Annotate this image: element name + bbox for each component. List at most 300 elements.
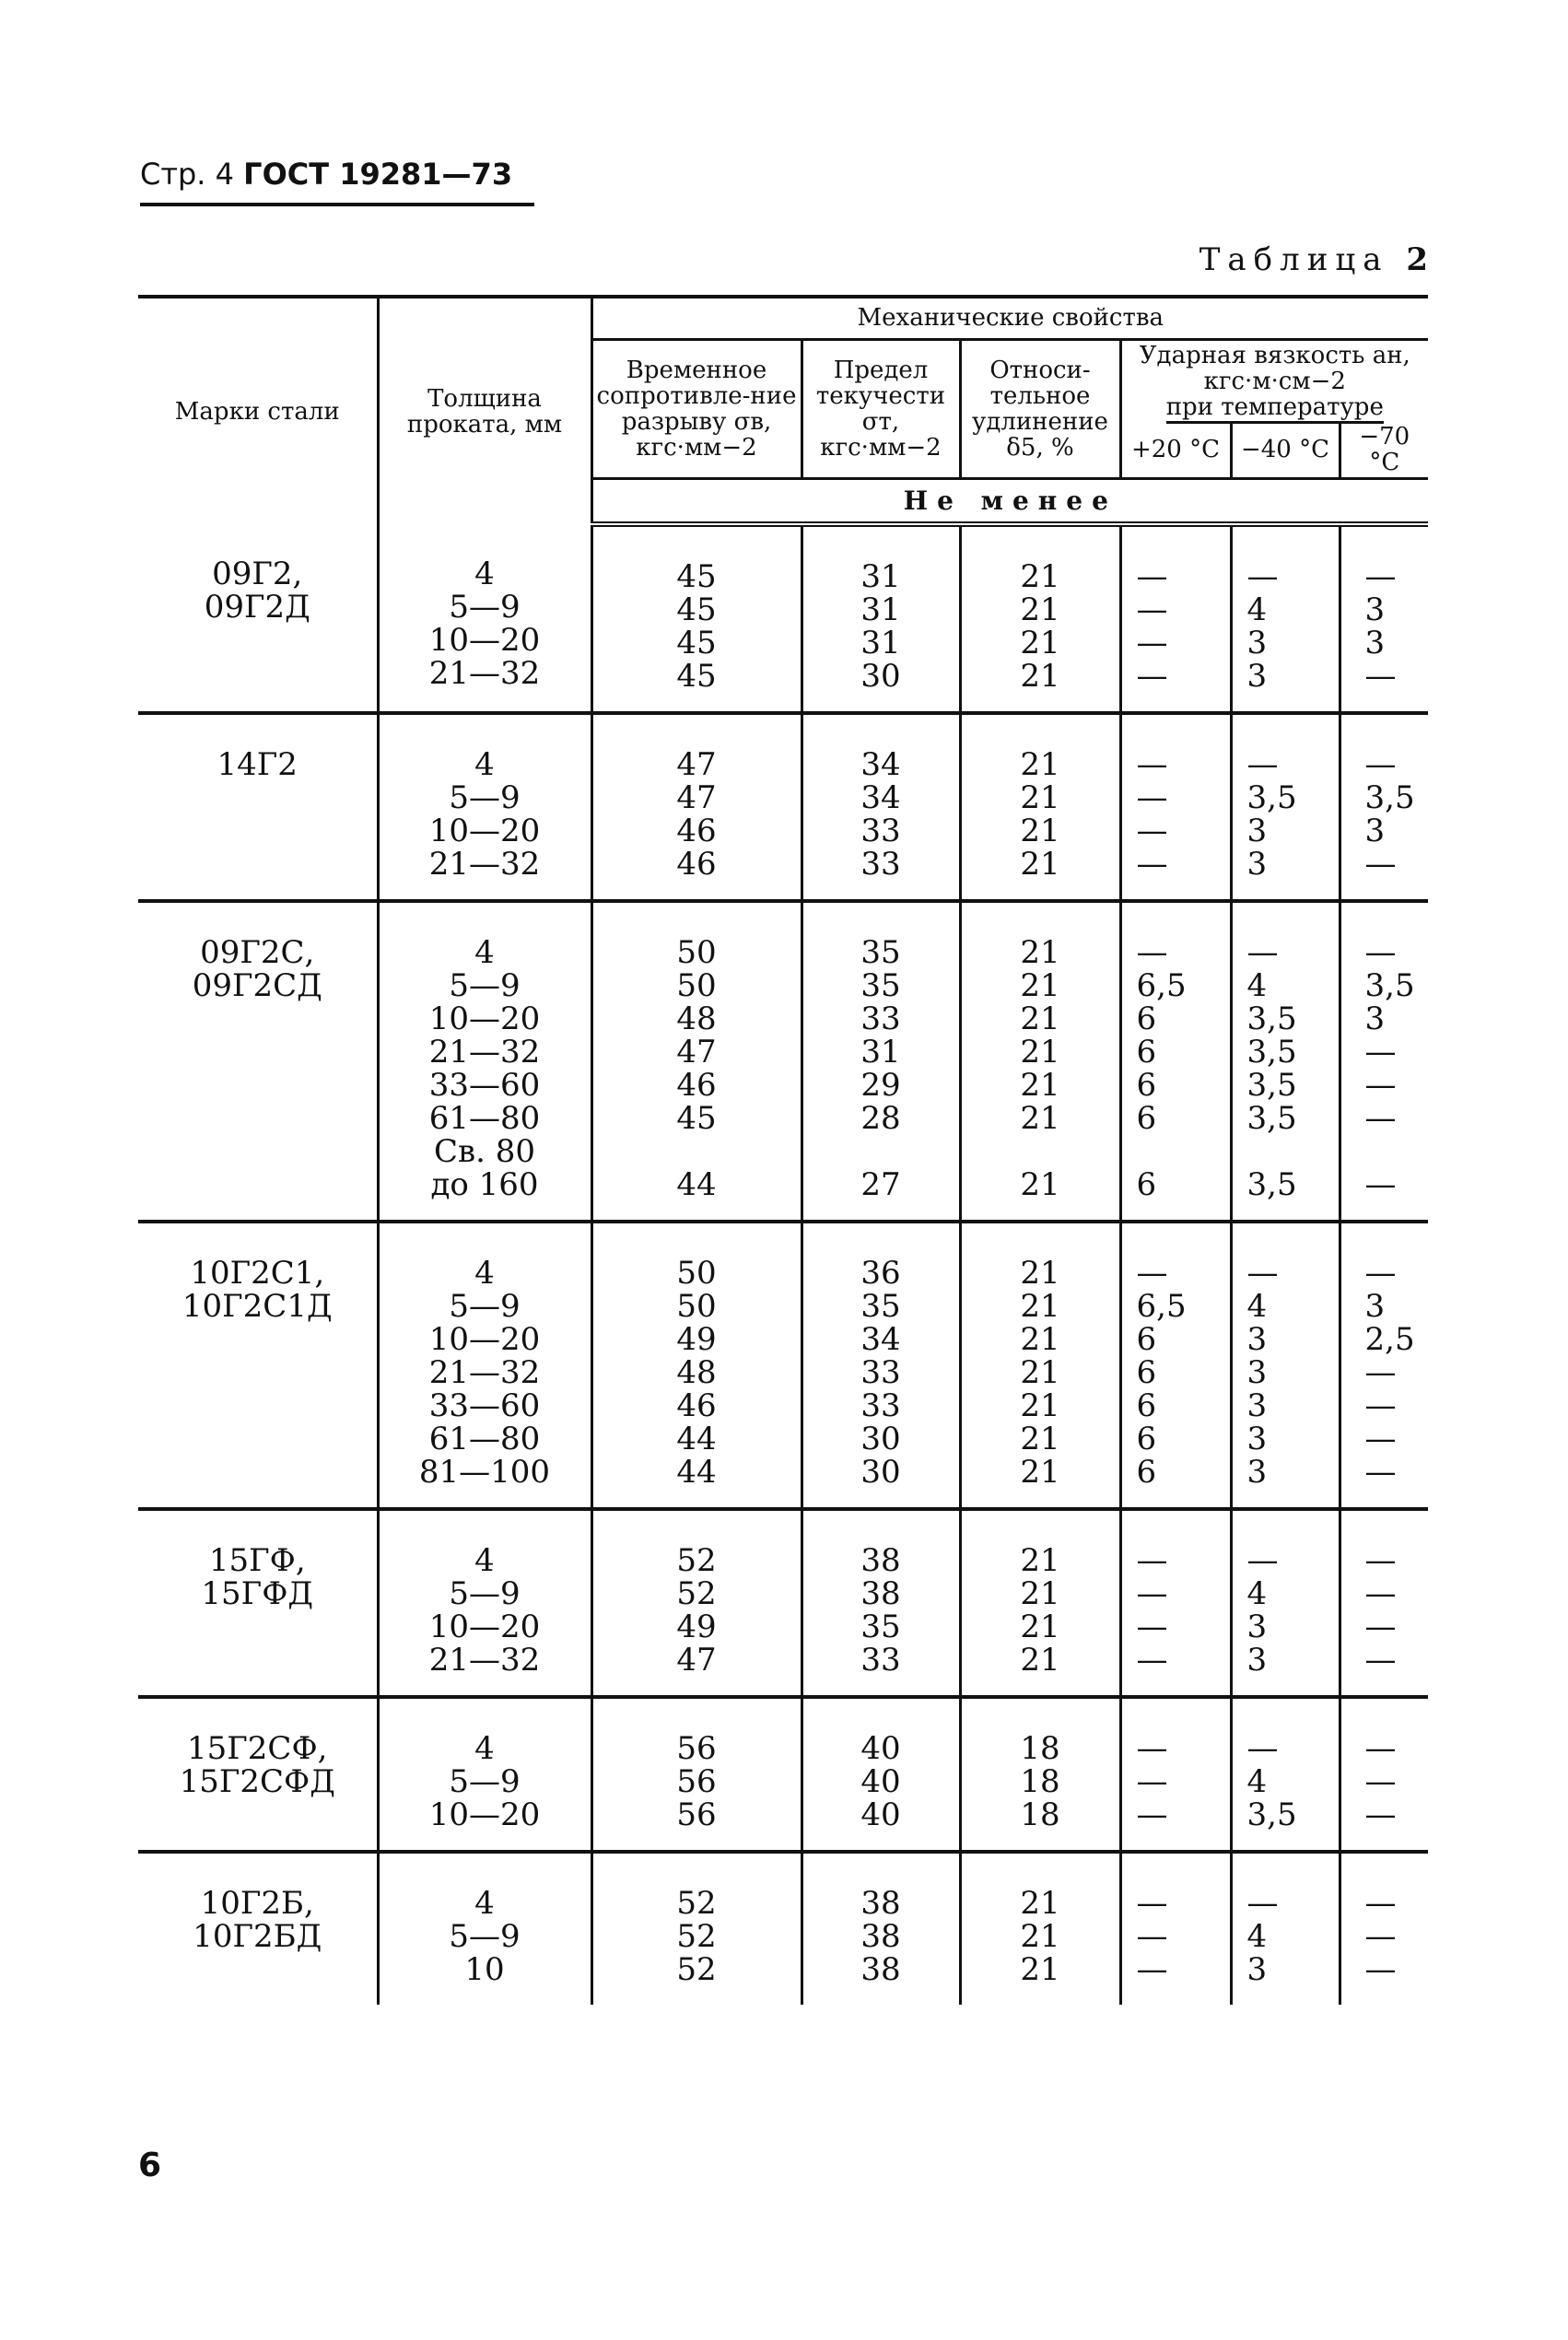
elongation-value: 21 xyxy=(1020,1885,1060,1923)
page-header xyxy=(140,157,512,192)
elongation-value: 21 xyxy=(1020,1642,1060,1679)
impact-70-value: — xyxy=(1364,1796,1397,1834)
impact-70-value: — xyxy=(1364,1255,1397,1293)
thickness-value: 4 xyxy=(474,1730,495,1768)
impact-70-value: 3 xyxy=(1364,1000,1386,1038)
elongation-value: 18 xyxy=(1020,1730,1060,1768)
impact-20-value: — xyxy=(1136,1885,1168,1923)
tensile-cell xyxy=(591,1222,802,1509)
grade-value: 09Г2Д xyxy=(204,589,310,626)
tensile-value xyxy=(593,1135,801,1168)
thickness-value: 10—20 xyxy=(428,1321,541,1359)
tensile-value: 56 xyxy=(676,1763,717,1801)
impact-70-value: — xyxy=(1364,1067,1397,1105)
impact-70-value: — xyxy=(1364,1642,1397,1679)
table-row xyxy=(138,1852,1428,2005)
tensile-value: 48 xyxy=(676,1354,717,1392)
yield-cell xyxy=(802,1509,960,1697)
impact-70-value: — xyxy=(1364,1951,1397,1989)
yield-value: 33 xyxy=(860,1642,901,1679)
yield-value: 38 xyxy=(860,1951,901,1989)
impact-40-value: 3,5 xyxy=(1246,1100,1297,1138)
thickness-value: 21—32 xyxy=(428,1034,541,1071)
impact-20-value: 6 xyxy=(1136,1354,1157,1392)
impact-40-value: 4 xyxy=(1246,1288,1268,1326)
impact-70-value: — xyxy=(1364,1166,1397,1204)
tensile-value: 49 xyxy=(676,1321,717,1359)
impact-70-value xyxy=(1341,1135,1429,1168)
elongation-value: 21 xyxy=(1020,1421,1060,1458)
thickness-value: 21—32 xyxy=(428,1642,541,1679)
impact-40-value: 3 xyxy=(1246,1642,1268,1679)
impact-70-value: 3 xyxy=(1364,625,1386,662)
impact-20-value: — xyxy=(1136,1763,1168,1801)
standard-code: ГОСТ 19281—73 xyxy=(243,157,513,192)
impact-40-value: 3,5 xyxy=(1246,1166,1297,1204)
elongation-value: 21 xyxy=(1020,1609,1060,1646)
tensile-cell xyxy=(591,1509,802,1697)
impact-40-value: 3 xyxy=(1246,1387,1268,1425)
table-row xyxy=(138,1222,1428,1509)
elongation-cell xyxy=(960,524,1120,713)
yield-value: 29 xyxy=(860,1067,901,1105)
impact-20-value: — xyxy=(1136,813,1168,850)
impact-70-value: — xyxy=(1364,658,1397,696)
elongation-value: 21 xyxy=(1020,746,1060,784)
tensile-value: 56 xyxy=(676,1730,717,1768)
impact-40-value: 3 xyxy=(1246,1951,1268,1989)
thickness-value: 10 xyxy=(464,1951,505,1989)
grade-value: 09Г2СД xyxy=(192,967,322,1005)
col-yield-header: Предел текучести σт, кгс·мм−2 xyxy=(802,339,960,478)
thickness-value: 21—32 xyxy=(428,1354,541,1392)
impact-20-value: — xyxy=(1136,1951,1168,1989)
impact-40-value: 3,5 xyxy=(1246,1067,1297,1105)
properties-table xyxy=(138,295,1428,2005)
col-elong-header: Относи-тельное удлинение δ5, % xyxy=(960,339,1120,478)
tensile-value: 44 xyxy=(676,1421,717,1458)
impact-20-value: — xyxy=(1136,846,1168,883)
impact-70-value: 3,5 xyxy=(1364,967,1415,1005)
thickness-value: 5—9 xyxy=(449,1763,521,1801)
grade-value: 14Г2 xyxy=(216,746,298,784)
elongation-value: 21 xyxy=(1020,1542,1060,1580)
thickness-value: 33—60 xyxy=(428,1067,541,1105)
impact-40-value: 3 xyxy=(1246,658,1268,696)
thickness-cell xyxy=(378,1509,591,1697)
impact-40-value: — xyxy=(1246,746,1279,784)
thickness-cell xyxy=(378,901,591,1222)
grade-value: 15ГФ, xyxy=(208,1542,306,1580)
thickness-value: 5—9 xyxy=(449,1575,521,1613)
col-grade-header: Марки стали xyxy=(138,297,378,524)
impact-20-value: 6 xyxy=(1136,1321,1157,1359)
impact-40-value: 3,5 xyxy=(1246,1000,1297,1038)
impact-70-value: — xyxy=(1364,1387,1397,1425)
yield-cell xyxy=(802,713,960,901)
thickness-value: 33—60 xyxy=(428,1387,541,1425)
impact-40-value: 4 xyxy=(1246,591,1268,629)
elongation-cell xyxy=(960,1222,1120,1509)
elongation-cell xyxy=(960,1852,1120,2005)
yield-cell xyxy=(802,1697,960,1852)
yield-value: 40 xyxy=(860,1730,901,1768)
yield-value: 31 xyxy=(860,591,901,629)
impact-40-value: 3 xyxy=(1246,846,1268,883)
thickness-value: до 160 xyxy=(430,1166,539,1204)
col-impact-header xyxy=(1120,339,1428,422)
impact-70-value: — xyxy=(1364,1421,1397,1458)
impact-20-value: 6,5 xyxy=(1136,967,1187,1005)
tensile-value: 45 xyxy=(676,558,717,596)
impact-20-value: — xyxy=(1136,1609,1168,1646)
impact-70-cell xyxy=(1340,1509,1428,1697)
yield-value: 38 xyxy=(860,1885,901,1923)
impact-70-value: — xyxy=(1364,846,1397,883)
impact-70-value: — xyxy=(1364,1542,1397,1580)
not-less-note: Не менее xyxy=(591,478,1428,524)
impact-70-value: — xyxy=(1364,1575,1397,1613)
impact-40-value: 4 xyxy=(1246,1918,1268,1956)
yield-value: 30 xyxy=(860,1454,901,1492)
elongation-value: 21 xyxy=(1020,779,1060,817)
yield-value: 30 xyxy=(860,658,901,696)
elongation-value: 21 xyxy=(1020,1000,1060,1038)
impact-40-value: 3 xyxy=(1246,813,1268,850)
impact-70-value: — xyxy=(1364,1763,1397,1801)
grade-cell xyxy=(138,1852,378,2005)
yield-value: 35 xyxy=(860,967,901,1005)
tensile-value: 52 xyxy=(676,1951,717,1989)
thickness-cell xyxy=(378,1222,591,1509)
elongation-cell xyxy=(960,713,1120,901)
elongation-value: 21 xyxy=(1020,934,1060,972)
impact-70-value: — xyxy=(1364,1100,1397,1138)
tensile-value: 50 xyxy=(676,934,717,972)
impact-70-value: — xyxy=(1364,1454,1397,1492)
impact-20-value: — xyxy=(1136,591,1168,629)
page-number: 6 xyxy=(138,2147,162,2184)
impact-70-value: 3 xyxy=(1364,813,1386,850)
impact-40-value: — xyxy=(1246,558,1279,596)
impact-40-cell xyxy=(1231,524,1340,713)
grade-value: 09Г2С, xyxy=(200,934,315,972)
grade-cell xyxy=(138,1509,378,1697)
impact-20-value: — xyxy=(1136,779,1168,817)
impact-40-value: 4 xyxy=(1246,967,1268,1005)
impact-70-value: 3,5 xyxy=(1364,779,1415,817)
impact-70-cell xyxy=(1340,1222,1428,1509)
yield-value: 34 xyxy=(860,746,901,784)
thickness-value: 10—20 xyxy=(428,1000,541,1038)
grade-value: 10Г2С1Д xyxy=(181,1288,333,1326)
impact-20-value: — xyxy=(1136,746,1168,784)
yield-value: 31 xyxy=(860,625,901,662)
tensile-value: 46 xyxy=(676,813,717,850)
table-row xyxy=(138,524,1428,713)
thickness-cell xyxy=(378,713,591,901)
impact-40-value: 4 xyxy=(1246,1763,1268,1801)
thickness-value: 5—9 xyxy=(449,589,521,626)
yield-value: 33 xyxy=(860,1354,901,1392)
impact-20-value: — xyxy=(1136,1642,1168,1679)
elongation-value: 21 xyxy=(1020,1255,1060,1293)
impact-20-value: — xyxy=(1136,934,1168,972)
impact-20-cell xyxy=(1120,1697,1231,1852)
impact-40-value: 3,5 xyxy=(1246,1034,1297,1071)
impact-40-value: 3 xyxy=(1246,1609,1268,1646)
table-body xyxy=(138,524,1428,2005)
col-thickness-header: Толщина проката, мм xyxy=(378,297,591,524)
impact-40-value: — xyxy=(1246,1255,1279,1293)
impact-20-value: — xyxy=(1136,1575,1168,1613)
tensile-value: 52 xyxy=(676,1885,717,1923)
grade-value: 10Г2С1, xyxy=(190,1255,325,1293)
thickness-value: 81—100 xyxy=(418,1454,551,1492)
table-row xyxy=(138,901,1428,1222)
table-caption xyxy=(1199,241,1428,278)
elongation-value: 21 xyxy=(1020,1034,1060,1071)
tensile-value: 44 xyxy=(676,1166,717,1204)
impact-40-cell xyxy=(1231,1697,1340,1852)
yield-value: 38 xyxy=(860,1575,901,1613)
elongation-value: 21 xyxy=(1020,1454,1060,1492)
elongation-value: 21 xyxy=(1020,1387,1060,1425)
thickness-value: 10—20 xyxy=(428,813,541,850)
yield-value: 33 xyxy=(860,813,901,850)
impact-70-value: — xyxy=(1364,1885,1397,1923)
thickness-value: 5—9 xyxy=(449,779,521,817)
thickness-value: 5—9 xyxy=(449,1918,521,1956)
tensile-value: 52 xyxy=(676,1575,717,1613)
elongation-value: 21 xyxy=(1020,1575,1060,1613)
impact-20-value: 6 xyxy=(1136,1387,1157,1425)
tensile-cell xyxy=(591,524,802,713)
yield-value: 27 xyxy=(860,1166,901,1204)
impact-20-value: 6,5 xyxy=(1136,1288,1187,1326)
yield-value: 33 xyxy=(860,1387,901,1425)
impact-70-value: 3 xyxy=(1364,591,1386,629)
thickness-value: 21—32 xyxy=(428,655,541,693)
impact-70-value: — xyxy=(1364,746,1397,784)
impact-20-cell xyxy=(1120,1852,1231,2005)
thickness-value: 21—32 xyxy=(428,846,541,883)
grade-cell xyxy=(138,713,378,901)
tensile-value: 50 xyxy=(676,1288,717,1326)
yield-value: 36 xyxy=(860,1255,901,1293)
yield-value: 31 xyxy=(860,558,901,596)
impact-40-value: 3 xyxy=(1246,1354,1268,1392)
impact-70-cell xyxy=(1340,1697,1428,1852)
grade-cell xyxy=(138,1697,378,1852)
impact-40-value: 3,5 xyxy=(1246,1796,1297,1834)
impact-70-value: — xyxy=(1364,934,1397,972)
tensile-value: 56 xyxy=(676,1796,717,1834)
thickness-value: 10—20 xyxy=(428,622,541,660)
table-row xyxy=(138,1509,1428,1697)
thickness-value: 10—20 xyxy=(428,1796,541,1834)
thickness-cell xyxy=(378,524,591,713)
thickness-value: 4 xyxy=(474,746,495,784)
tensile-value: 45 xyxy=(676,625,717,662)
grade-cell xyxy=(138,1222,378,1509)
table-row xyxy=(138,1697,1428,1852)
yield-value: 28 xyxy=(860,1100,901,1138)
grade-value: 15ГФД xyxy=(201,1575,314,1613)
impact-20-value: — xyxy=(1136,1255,1168,1293)
impact-70-value: — xyxy=(1364,1730,1397,1768)
yield-cell xyxy=(802,1852,960,2005)
grade-value: 10Г2Б, xyxy=(200,1885,314,1923)
impact-40-value: — xyxy=(1246,1730,1279,1768)
impact-20-cell xyxy=(1120,713,1231,901)
yield-value: 40 xyxy=(860,1763,901,1801)
thickness-value: 4 xyxy=(474,934,495,972)
impact-subtitle: при температуре xyxy=(1166,393,1384,424)
elongation-value: 21 xyxy=(1020,1100,1060,1138)
impact-20-value: 6 xyxy=(1136,1034,1157,1071)
yield-value: 33 xyxy=(860,1000,901,1038)
impact-20-cell xyxy=(1120,1509,1231,1697)
impact-40-value xyxy=(1233,1135,1339,1168)
table-caption-number: 2 xyxy=(1406,241,1428,278)
impact-70-cell xyxy=(1340,1852,1428,2005)
elongation-value: 21 xyxy=(1020,1067,1060,1105)
impact-40-cell xyxy=(1231,713,1340,901)
elongation-value: 21 xyxy=(1020,591,1060,629)
impact-70-value: 3 xyxy=(1364,1288,1386,1326)
impact-70-value: 2,5 xyxy=(1364,1321,1415,1359)
thickness-cell xyxy=(378,1697,591,1852)
impact-20-value: — xyxy=(1136,1918,1168,1956)
impact-20-cell xyxy=(1120,901,1231,1222)
elongation-value: 21 xyxy=(1020,813,1060,850)
grade-value: 10Г2БД xyxy=(193,1918,322,1956)
tensile-value: 47 xyxy=(676,1034,717,1071)
elongation-value xyxy=(962,1135,1119,1168)
thickness-value: 61—80 xyxy=(428,1100,541,1138)
impact-40-cell xyxy=(1231,1222,1340,1509)
yield-value: 34 xyxy=(860,779,901,817)
yield-value: 38 xyxy=(860,1542,901,1580)
tensile-value: 47 xyxy=(676,1642,717,1679)
impact-20-value: — xyxy=(1136,1542,1168,1580)
elongation-cell xyxy=(960,1509,1120,1697)
impact-20-value: 6 xyxy=(1136,1421,1157,1458)
impact-title: Ударная вязкость aн, кгс·м·см−2 xyxy=(1139,341,1410,395)
impact-20-value: 6 xyxy=(1136,1000,1157,1038)
impact-40-cell xyxy=(1231,1509,1340,1697)
grade-cell xyxy=(138,524,378,713)
impact-70-cell xyxy=(1340,524,1428,713)
elongation-value: 21 xyxy=(1020,1288,1060,1326)
impact-20-value: 6 xyxy=(1136,1100,1157,1138)
impact-40-cell xyxy=(1231,1852,1340,2005)
tensile-value: 52 xyxy=(676,1918,717,1956)
impact-40-value: — xyxy=(1246,934,1279,972)
elongation-value: 21 xyxy=(1020,967,1060,1005)
col-mech-header: Механические свойства xyxy=(591,297,1428,339)
impact-20-value: — xyxy=(1136,1730,1168,1768)
tensile-cell xyxy=(591,901,802,1222)
grade-value: 09Г2, xyxy=(212,556,303,593)
impact-20-value: — xyxy=(1136,558,1168,596)
yield-value: 38 xyxy=(860,1918,901,1956)
tensile-cell xyxy=(591,1852,802,2005)
impact-40-value: 3 xyxy=(1246,1321,1268,1359)
yield-cell xyxy=(802,524,960,713)
thickness-value: 5—9 xyxy=(449,967,521,1005)
thickness-value: 4 xyxy=(474,1885,495,1923)
impact-40-value: 3,5 xyxy=(1246,779,1297,817)
col-tensile-header: Временное сопротивле-ние разрыву σв, кгс·мм−2 xyxy=(591,339,802,478)
elongation-value: 21 xyxy=(1020,1918,1060,1956)
elongation-value: 21 xyxy=(1020,1321,1060,1359)
elongation-value: 21 xyxy=(1020,1166,1060,1204)
grade-cell xyxy=(138,901,378,1222)
elongation-value: 18 xyxy=(1020,1763,1060,1801)
header-rule xyxy=(140,203,534,206)
yield-value: 31 xyxy=(860,1034,901,1071)
tensile-value: 46 xyxy=(676,846,717,883)
impact-40-value: 3 xyxy=(1246,1421,1268,1458)
impact-20-value: 6 xyxy=(1136,1166,1157,1204)
grade-value: 15Г2СФД xyxy=(179,1763,335,1801)
tensile-value: 45 xyxy=(676,1100,717,1138)
impact-70-cell xyxy=(1340,901,1428,1222)
yield-value: 35 xyxy=(860,1288,901,1326)
impact-40-value: — xyxy=(1246,1542,1279,1580)
impact-40-cell xyxy=(1231,901,1340,1222)
col-t20-header: +20 °C xyxy=(1120,422,1231,479)
impact-20-cell xyxy=(1120,1222,1231,1509)
table-caption-word: Таблица xyxy=(1199,241,1389,278)
tensile-value: 49 xyxy=(676,1609,717,1646)
elongation-value: 18 xyxy=(1020,1796,1060,1834)
yield-value xyxy=(803,1135,959,1168)
elongation-value: 21 xyxy=(1020,846,1060,883)
col-t70-header: −70 °C xyxy=(1340,422,1428,479)
impact-70-value: — xyxy=(1364,1034,1397,1071)
elongation-value: 21 xyxy=(1020,625,1060,662)
impact-70-cell xyxy=(1340,713,1428,901)
yield-value: 35 xyxy=(860,934,901,972)
impact-70-value: — xyxy=(1364,1918,1397,1956)
page-prefix: Стр. 4 xyxy=(140,157,234,192)
impact-20-cell xyxy=(1120,524,1231,713)
thickness-value: 4 xyxy=(474,1255,495,1293)
impact-40-value: 3 xyxy=(1246,625,1268,662)
tensile-value: 45 xyxy=(676,658,717,696)
tensile-value: 52 xyxy=(676,1542,717,1580)
elongation-value: 21 xyxy=(1020,658,1060,696)
elongation-cell xyxy=(960,1697,1120,1852)
impact-20-value: — xyxy=(1136,1796,1168,1834)
yield-value: 33 xyxy=(860,846,901,883)
tensile-value: 48 xyxy=(676,1000,717,1038)
tensile-value: 46 xyxy=(676,1067,717,1105)
col-t40-header: −40 °C xyxy=(1231,422,1340,479)
tensile-value: 50 xyxy=(676,967,717,1005)
yield-cell xyxy=(802,1222,960,1509)
tensile-value: 46 xyxy=(676,1387,717,1425)
tensile-cell xyxy=(591,1697,802,1852)
yield-value: 40 xyxy=(860,1796,901,1834)
tensile-cell xyxy=(591,713,802,901)
yield-cell xyxy=(802,901,960,1222)
impact-70-value: — xyxy=(1364,1354,1397,1392)
grade-value: 15Г2СФ, xyxy=(187,1730,328,1768)
